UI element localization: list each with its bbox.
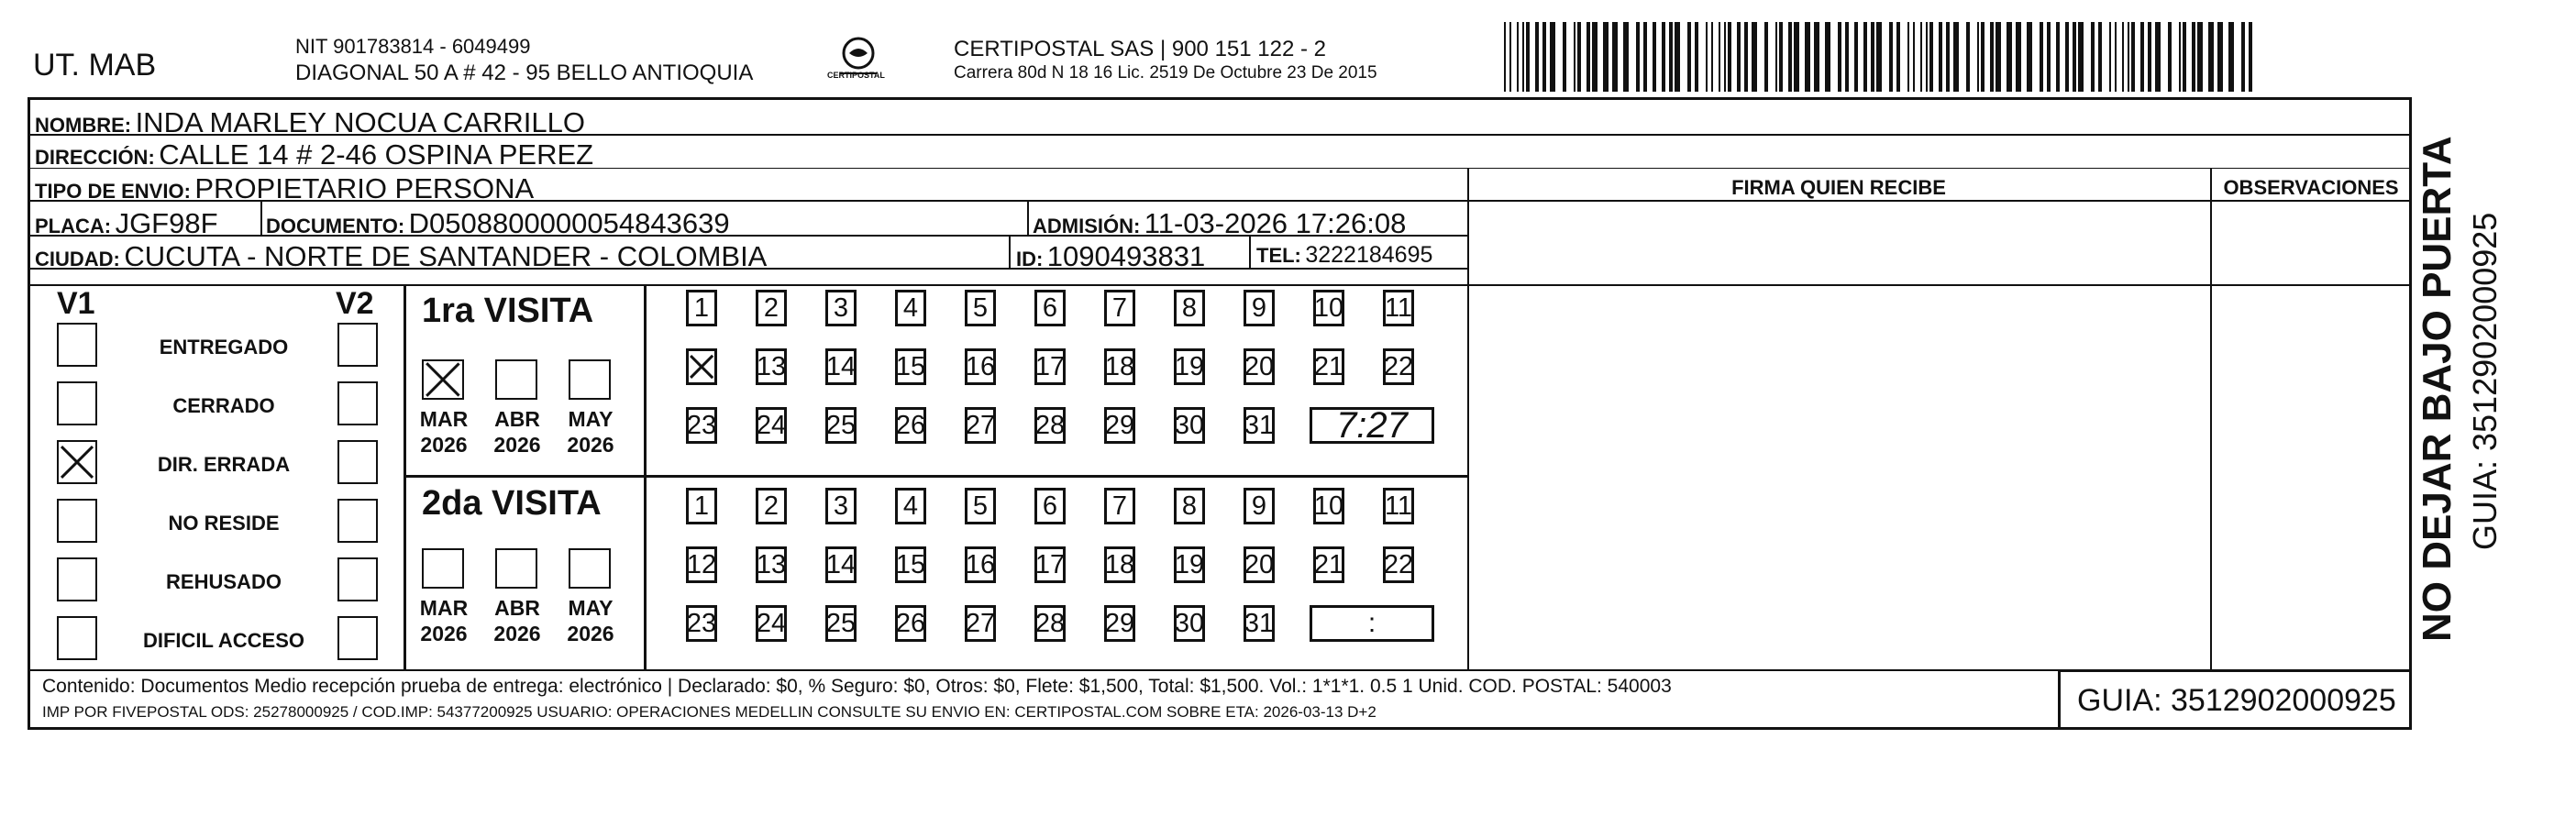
year-label: 2026 [420,622,468,645]
month-checkbox[interactable] [495,359,537,400]
month-checkbox[interactable] [422,359,464,400]
v2-header: V2 [336,286,374,321]
day-box[interactable]: 3 [825,290,857,326]
day-box[interactable]: 28 [1034,605,1066,642]
day-box[interactable]: 13 [756,348,787,385]
imp-text: IMP POR FIVEPOSTAL ODS: 25278000925 / COD.IMP: 54377200925 USUARIO: OPERACIONES MEDELLIN CONSULTE SU ENVIO EN: CERTIPOSTAL.COM SOBRE ETA: 2026-03-13 D+2 [42,703,1376,721]
day-box[interactable]: 24 [756,407,787,444]
day-box[interactable]: 8 [1174,488,1205,524]
company-line: CERTIPOSTAL SAS | 900 151 122 - 2 [954,37,1326,61]
v1-checkbox[interactable] [57,499,97,543]
nit-text: NIT 901783814 - 6049499 [295,35,531,58]
day-box[interactable]: 30 [1174,605,1205,642]
ut-label: UT. MAB [33,48,157,83]
day-box[interactable]: 12 [686,546,717,583]
visit2-title: 2da VISITA [422,484,602,523]
month-label: ABR [494,407,540,431]
license-line: Carrera 80d N 18 16 Lic. 2519 De Octubre 23 De 2015 [954,63,1377,83]
direccion-label: DIRECCIÓN: [35,146,155,169]
day-box[interactable]: 8 [1174,290,1205,326]
documento-value: D0508800000054843639 [408,207,730,239]
day-box[interactable]: 3 [825,488,857,524]
nombre-label: NOMBRE: [35,114,132,137]
month-checkbox[interactable] [569,359,611,400]
status-label: DIFICIL ACCESO [142,629,304,652]
side-guia-text: GUIA: 3512902000925 [2466,212,2504,550]
day-box[interactable]: 26 [895,407,926,444]
day-box[interactable]: 25 [825,407,857,444]
v2-checkbox[interactable] [337,499,378,543]
id-row [1016,242,1205,270]
day-box[interactable]: 9 [1244,290,1275,326]
day-box[interactable]: 26 [895,605,926,642]
nombre-row [35,108,585,137]
v1-header: V1 [57,286,95,321]
visit1-title: 1ra VISITA [422,292,594,330]
day-box[interactable]: 19 [1174,546,1205,583]
v2-checkbox[interactable] [337,557,378,601]
day-box[interactable]: 18 [1104,546,1135,583]
guia-value: GUIA: 3512902000925 [2077,683,2396,718]
v1-checkbox[interactable] [57,323,97,367]
day-box[interactable]: 16 [965,348,996,385]
certipostal-logo [827,33,886,88]
firma-header: FIRMA QUIEN RECIBE [1731,176,1946,199]
day-box[interactable]: 6 [1034,290,1066,326]
day-box[interactable]: 7 [1104,290,1135,326]
v2-checkbox[interactable] [337,323,378,367]
day-box[interactable] [686,348,717,385]
barcode-icon [1504,22,2256,92]
day-box[interactable]: 24 [756,605,787,642]
day-box[interactable]: 25 [825,605,857,642]
day-box[interactable]: 16 [965,546,996,583]
observaciones-header: OBSERVACIONES [2223,176,2399,199]
year-label: 2026 [567,622,614,645]
direccion-row [35,140,593,169]
month-label: MAY [568,596,614,620]
tipo-label: TIPO DE ENVIO: [35,180,191,203]
status-label: DIR. ERRADA [157,453,291,476]
documento-row [266,209,730,237]
status-label: CERRADO [172,394,275,417]
tipo-value: PROPIETARIO PERSONA [194,172,535,204]
day-box[interactable]: 27 [965,407,996,444]
v1-checkbox[interactable] [57,381,97,425]
day-box[interactable]: 22 [1383,348,1414,385]
tel-label: TEL: [1256,244,1301,267]
logo-text: CERTIPOSTAL [827,71,885,80]
status-label: REHUSADO [166,570,282,593]
day-box[interactable]: 19 [1174,348,1205,385]
day-box[interactable]: 14 [825,348,857,385]
day-box[interactable]: 9 [1244,488,1275,524]
id-value: 1090493831 [1046,240,1206,272]
id-label: ID: [1016,248,1044,270]
guia-box [2058,669,2412,730]
tel-value: 3222184695 [1305,242,1433,268]
day-box[interactable]: 4 [895,488,926,524]
day-box[interactable]: 15 [895,546,926,583]
day-box[interactable]: 27 [965,605,996,642]
day-box[interactable]: 6 [1034,488,1066,524]
direccion-value: CALLE 14 # 2-46 OSPINA PEREZ [159,138,594,171]
month-checkbox[interactable] [569,548,611,589]
v1-checkbox[interactable] [57,440,97,484]
status-label: NO RESIDE [168,512,280,535]
day-box[interactable]: 4 [895,290,926,326]
month-checkbox[interactable] [422,548,464,589]
ciudad-label: CIUDAD: [35,248,120,270]
month-label: ABR [494,596,540,620]
sender-address: DIAGONAL 50 A # 42 - 95 BELLO ANTIOQUIA [295,61,754,85]
day-box[interactable]: 1 [686,290,717,326]
year-label: 2026 [420,433,468,457]
year-label: 2026 [493,433,541,457]
day-box[interactable]: 18 [1104,348,1135,385]
day-box[interactable]: 20 [1244,546,1275,583]
day-box[interactable]: 2 [756,488,787,524]
month-checkbox[interactable] [495,548,537,589]
day-box[interactable]: 5 [965,290,996,326]
time-box[interactable]: : [1310,605,1434,642]
day-box[interactable]: 5 [965,488,996,524]
day-box[interactable]: 30 [1174,407,1205,444]
admision-value: 11-03-2026 17:26:08 [1144,207,1407,239]
admision-label: ADMISIÓN: [1033,215,1141,237]
day-box[interactable]: 13 [756,546,787,583]
time-box[interactable]: 7:27 [1310,407,1434,444]
day-box[interactable]: 2 [756,290,787,326]
ciudad-row [35,242,767,270]
v2-checkbox[interactable] [337,440,378,484]
documento-label: DOCUMENTO: [266,215,405,237]
day-box[interactable]: 1 [686,488,717,524]
day-box[interactable]: 14 [825,546,857,583]
day-box[interactable]: 11 [1383,488,1414,524]
day-box[interactable]: 17 [1034,348,1066,385]
placa-row [35,209,218,237]
month-label: MAR [419,407,469,431]
v1-checkbox[interactable] [57,557,97,601]
nombre-value: INDA MARLEY NOCUA CARRILLO [135,106,585,138]
month-label: MAY [568,407,614,431]
tel-row [1256,244,1432,267]
day-box[interactable]: 20 [1244,348,1275,385]
day-box[interactable]: 7 [1104,488,1135,524]
ciudad-value: CUCUTA - NORTE DE SANTANDER - COLOMBIA [124,240,768,272]
day-box[interactable]: 11 [1383,290,1414,326]
day-box[interactable]: 23 [686,605,717,642]
side-notice [2417,119,2527,642]
day-box[interactable]: 29 [1104,407,1135,444]
v2-checkbox[interactable] [337,381,378,425]
day-box[interactable]: 17 [1034,546,1066,583]
day-box[interactable]: 31 [1244,605,1275,642]
day-box[interactable]: 21 [1313,546,1344,583]
status-label: ENTREGADO [159,336,289,358]
logo-icon [831,33,886,88]
year-label: 2026 [567,433,614,457]
day-box[interactable]: 28 [1034,407,1066,444]
day-box[interactable]: 10 [1313,488,1344,524]
day-box[interactable]: 31 [1244,407,1275,444]
placa-label: PLACA: [35,215,112,237]
v2-checkbox[interactable] [337,616,378,660]
placa-value: JGF98F [115,207,218,239]
day-box[interactable]: 10 [1313,290,1344,326]
tipo-row [35,174,534,203]
day-box[interactable]: 29 [1104,605,1135,642]
month-label: MAR [419,596,469,620]
year-label: 2026 [493,622,541,645]
admision-row [1033,209,1406,237]
no-dejar-text: NO DEJAR BAJO PUERTA [2415,136,2460,642]
contenido-text: Contenido: Documentos Medio recepción prueba de entrega: electrónico | Declarado: $0, % Seguro: $0, Otros: $0, Flete: $1,500, Total: $1,500. Vol.: 1*1*1. 0.5 1 Unid. COD. POSTAL: 540003 [42,676,1672,697]
v1-checkbox[interactable] [57,616,97,660]
day-box[interactable]: 21 [1313,348,1344,385]
day-box[interactable]: 22 [1383,546,1414,583]
day-box[interactable]: 15 [895,348,926,385]
day-box[interactable]: 23 [686,407,717,444]
